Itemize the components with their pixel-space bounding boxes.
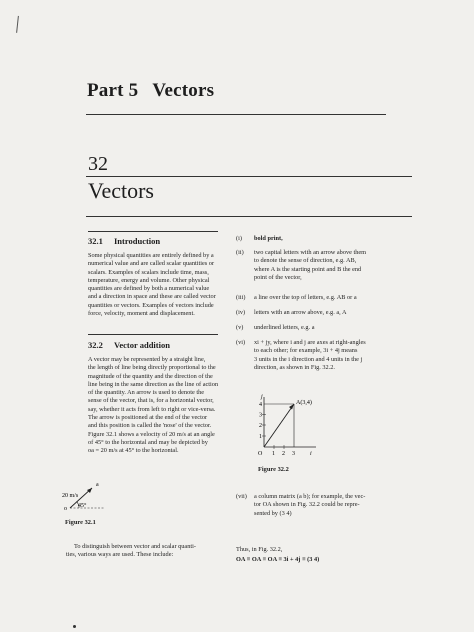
list-text bbox=[254, 249, 406, 282]
point-a-label: A(3,4) bbox=[296, 400, 312, 406]
paragraph-line: of the quantity. An arrow is used to denote the bbox=[88, 389, 205, 397]
label-a: a bbox=[96, 482, 99, 488]
list-line: xi + jy, where i and j are axes at right-angles bbox=[254, 339, 366, 346]
intro-line: numerical value and are called scalar quantities or bbox=[88, 260, 215, 268]
paragraph-line: of 45° to the horizontal and may be depicted by bbox=[88, 438, 208, 446]
paragraph-line: To distinguish between vector and scalar quanti- bbox=[74, 543, 196, 550]
list-line: sented by (3 4) bbox=[254, 509, 292, 517]
list-text: a line over the top of letters, e.g. AB or a bbox=[254, 294, 357, 301]
list-number: (vi) bbox=[236, 339, 246, 346]
list-text: letters with an arrow above, e.g. a, A bbox=[254, 309, 347, 316]
paragraph-line: Figure 32.1 shows a velocity of 20 m/s at an angle bbox=[88, 430, 215, 438]
conclusion bbox=[236, 546, 411, 565]
page-dot bbox=[73, 625, 76, 628]
section-heading-vector-addition bbox=[88, 340, 170, 350]
paragraph-line: line being in the same direction as the line of action bbox=[88, 380, 219, 388]
y-tick-label: 2 bbox=[259, 423, 262, 429]
x-tick-label: 2 bbox=[282, 451, 285, 457]
y-tick-label: 1 bbox=[259, 434, 262, 440]
intro-line: force, velocity, moment and displacement. bbox=[88, 310, 195, 318]
i-axis-label: i bbox=[310, 451, 312, 457]
section-number: 32.1 bbox=[88, 236, 103, 246]
part-rule bbox=[86, 114, 386, 115]
chapter-number: 32 bbox=[88, 153, 108, 175]
section-heading-intro bbox=[88, 236, 160, 246]
paragraph-line: The arrow is positioned at the end of the vector bbox=[88, 414, 208, 422]
figure-32-1-diagram bbox=[60, 480, 130, 515]
list-text: underlined letters, e.g. a bbox=[254, 324, 315, 331]
list-line: to denote the sense of direction, e.g. AB, bbox=[254, 257, 357, 265]
paragraph-line: magnitude of the quantity and the direction of the bbox=[88, 372, 213, 380]
list-line: direction, as shown in Fig. 32.2. bbox=[254, 363, 335, 371]
list-line: point of the vector, bbox=[254, 273, 302, 281]
x-tick-label: 1 bbox=[272, 451, 275, 457]
y-tick-label: 4 bbox=[259, 402, 262, 408]
paragraph-line: ties, various ways are used. These include: bbox=[66, 551, 174, 559]
chapter-title: Vectors bbox=[88, 178, 154, 203]
list-number: (iv) bbox=[236, 309, 246, 316]
list-number: (v) bbox=[236, 324, 244, 331]
list-line: tor OA shown in Fig. 32.2 could be repre- bbox=[254, 501, 360, 509]
section-rule-top-2 bbox=[88, 334, 218, 335]
list-text: bold print, bbox=[254, 235, 283, 242]
paragraph-line: and this position is called the 'nose' of the vector. bbox=[88, 422, 212, 430]
page-corner-mark bbox=[16, 16, 22, 33]
list-number: (ii) bbox=[236, 249, 244, 256]
intro-paragraph bbox=[88, 252, 228, 318]
label-o: o bbox=[64, 506, 67, 512]
paragraph-line: say, whether it acts from left to right or vice-versa. bbox=[88, 405, 216, 413]
distinguish-paragraph bbox=[66, 543, 231, 560]
list-number: (iii) bbox=[236, 294, 246, 301]
list-line: a column matrix (a b); for example, the vec- bbox=[254, 493, 366, 500]
list-number: (vii) bbox=[236, 493, 247, 500]
paragraph-line: oa = 20 m/s at 45° to the horizontal. bbox=[88, 447, 179, 455]
chapter-bottom-rule bbox=[86, 216, 412, 217]
paragraph-line: the length of line being directly proportional to the bbox=[88, 364, 216, 372]
list-line: where A is the starting point and B the end bbox=[254, 265, 362, 273]
intro-line: scalars. Examples of scalars include time, mass, bbox=[88, 268, 209, 276]
label-speed: 20 m/s bbox=[62, 493, 79, 499]
figure-32-2-caption: Figure 32.2 bbox=[258, 466, 289, 473]
section-number: 32.2 bbox=[88, 340, 103, 350]
label-angle: 45° bbox=[78, 503, 87, 509]
chapter-rule bbox=[86, 176, 412, 177]
origin-label: O bbox=[258, 451, 263, 457]
vector-oa-line bbox=[264, 404, 294, 447]
j-axis-label: j bbox=[261, 394, 263, 400]
paragraph-line: A vector may be represented by a straight line, bbox=[88, 356, 206, 363]
list-line: 3 units in the i direction and 4 units in the j bbox=[254, 355, 363, 363]
part-title: Vectors bbox=[152, 80, 215, 101]
intro-line: and a direction in space and these are called vector bbox=[88, 293, 216, 301]
list-text bbox=[254, 493, 410, 518]
section-rule-top bbox=[88, 231, 218, 232]
section-title: Vector addition bbox=[114, 340, 170, 350]
intro-line: temperature, energy and volume. Other physical bbox=[88, 276, 210, 284]
conclusion-equation: OA ≡ OA ≡ OA ≡ 3i + 4j ≡ (3 4) bbox=[236, 556, 320, 564]
list-text bbox=[254, 339, 406, 372]
intro-line: Some physical quantities are entirely defined by a bbox=[88, 252, 214, 259]
figure-32-2-diagram bbox=[248, 392, 328, 462]
vector-addition-paragraph bbox=[88, 356, 230, 456]
x-tick-label: 3 bbox=[292, 451, 295, 457]
part-label: Part 5 bbox=[87, 80, 139, 101]
paragraph-line: sense of the vector, that is, for a horizontal vector, bbox=[88, 397, 214, 405]
intro-line: quantities are defined by both a numerical value bbox=[88, 285, 210, 293]
vector-oa-arrowhead bbox=[289, 404, 294, 410]
list-line: to each other; for example, 3i + 4j means bbox=[254, 347, 358, 355]
part-heading bbox=[87, 80, 214, 102]
list-line: two capital letters with an arrow above them bbox=[254, 249, 367, 256]
section-title: Introduction bbox=[114, 236, 161, 246]
figure-32-1-caption: Figure 32.1 bbox=[65, 519, 96, 526]
y-tick-label: 3 bbox=[259, 412, 262, 419]
intro-line: quantities or vectors. Examples of vectors include bbox=[88, 301, 214, 309]
list-number: (i) bbox=[236, 235, 242, 242]
conclusion-line: Thus, in Fig. 32.2, bbox=[236, 546, 283, 553]
